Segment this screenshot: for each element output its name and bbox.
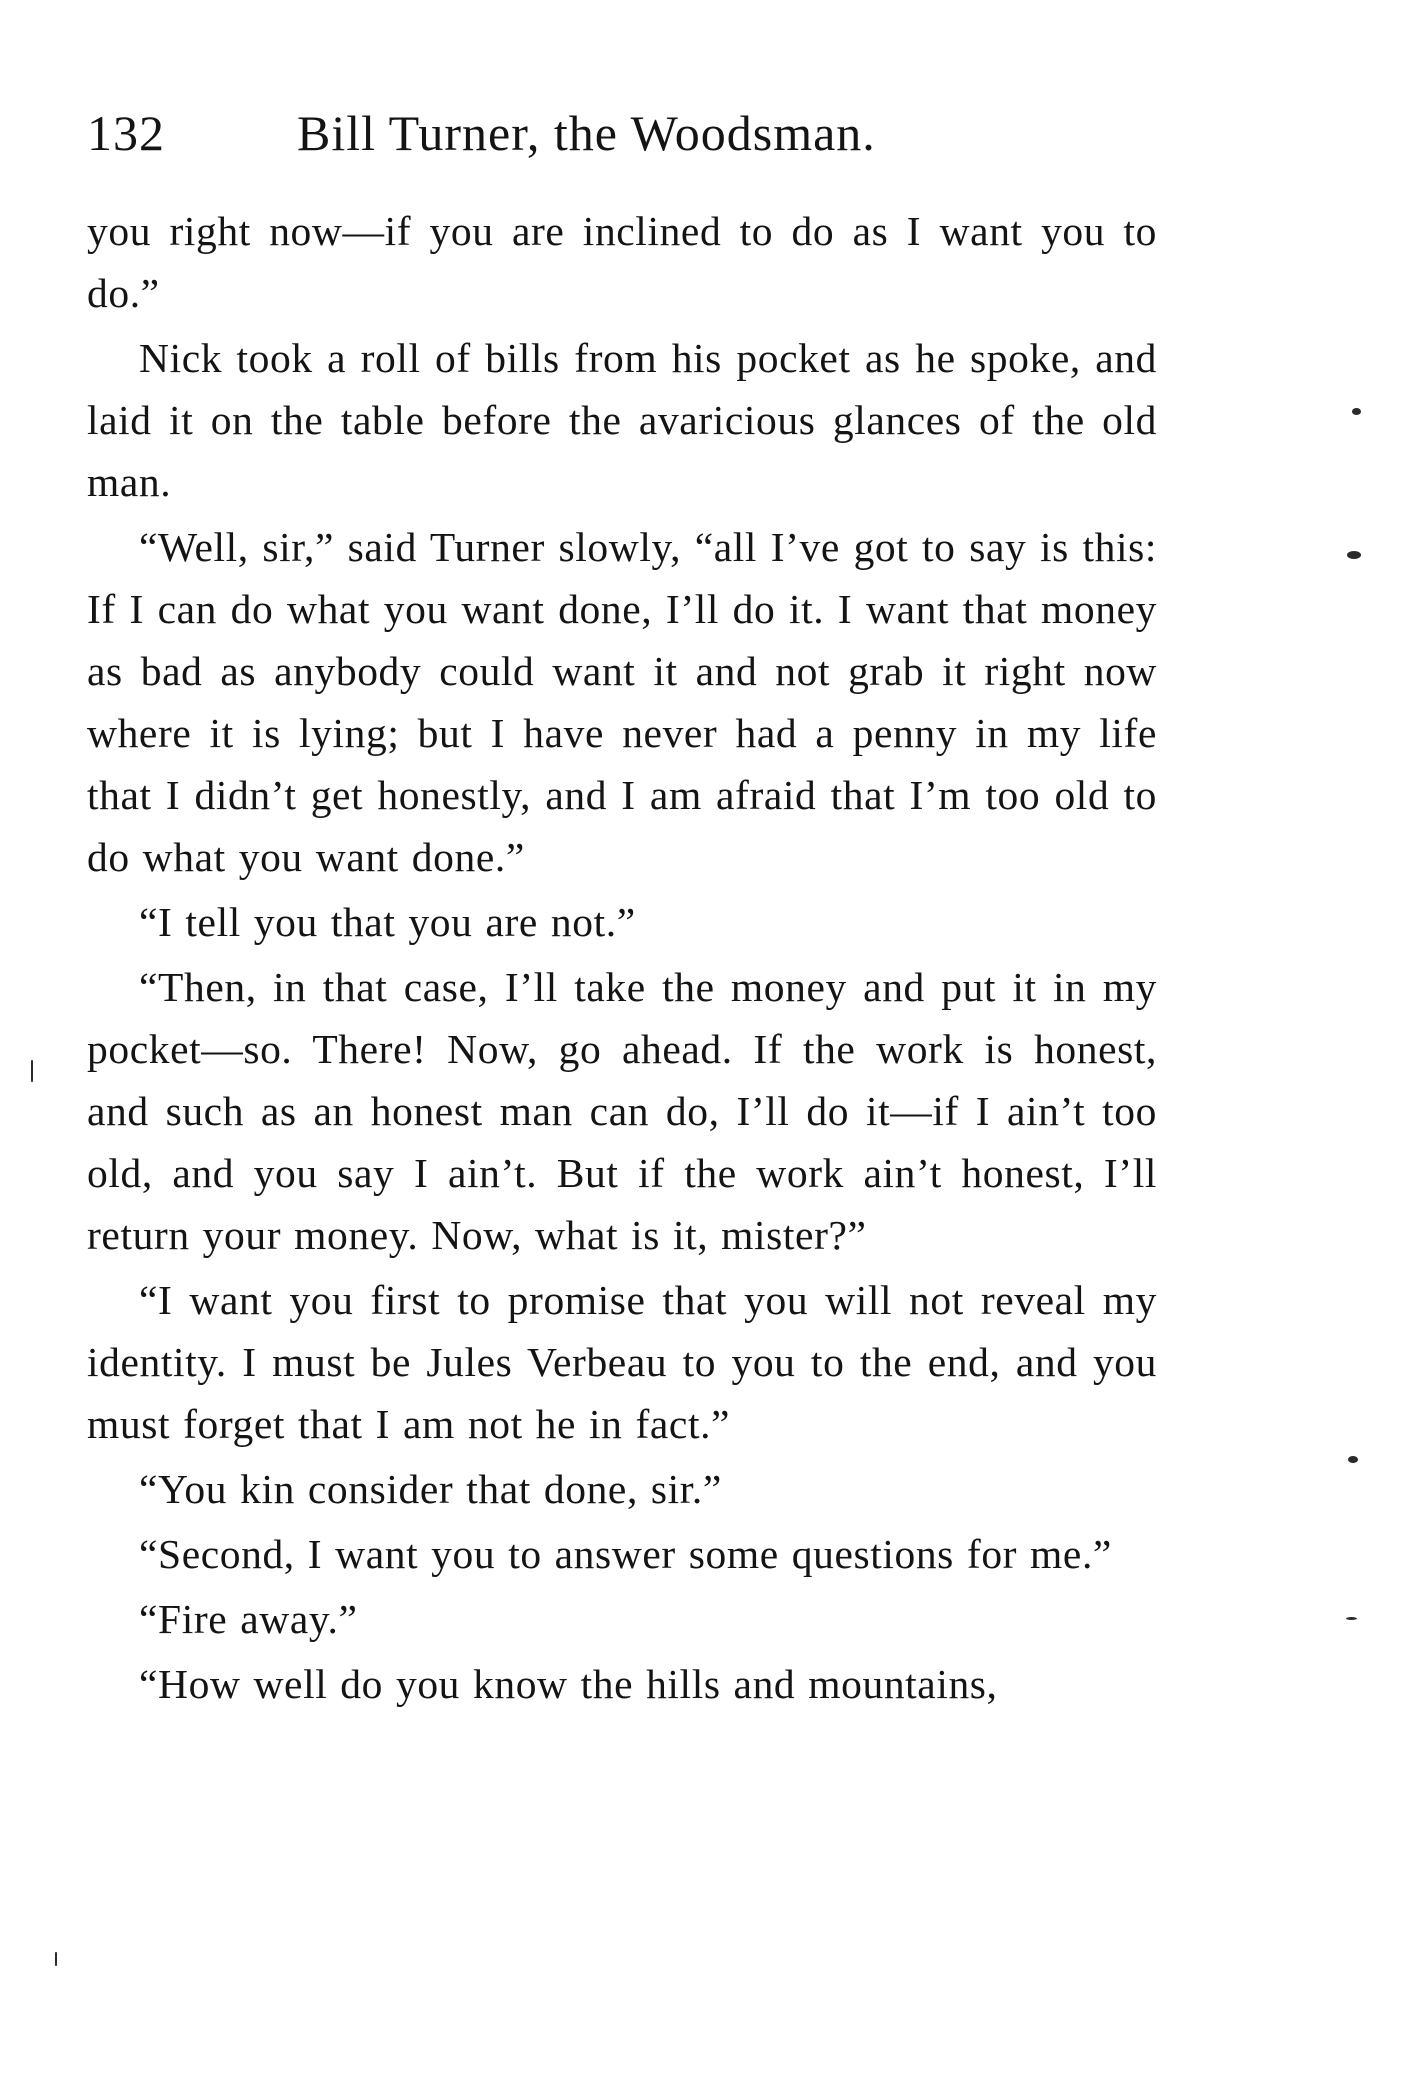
scan-speck — [1352, 408, 1361, 415]
scan-speck — [31, 1060, 33, 1082]
paragraph: “How well do you know the hills and mountains, — [139, 1661, 998, 1707]
scan-speck — [1346, 1617, 1357, 1620]
paragraph: “Well, sir,” said Turner slowly, “all I’ve got to say is this: If I can do what you want done, I’ll do it. I want that money as bad as anybody could want it and not grab it right now where it is lying; but I have never had a penny in my life that I didn’t get honestly, and I am afraid that I’m too old to do what you want done.” — [87, 524, 1157, 880]
body-text — [87, 200, 1157, 1718]
paragraph: “Second, I want you to answer some questions for me.” — [139, 1531, 1112, 1577]
paragraph: “I want you first to promise that you will not reveal my identity. I must be Jules Verbeau to you to the end, and you must forget that I am not he in fact.” — [87, 1277, 1157, 1447]
scan-speck — [55, 1952, 57, 1966]
paragraph: “Fire away.” — [139, 1596, 358, 1642]
paragraph: Nick took a roll of bills from his pocket as he spoke, and laid it on the table before the avaricious glances of the old man. — [87, 335, 1157, 505]
scan-speck — [1347, 551, 1361, 559]
paragraph: you right now—if you are inclined to do as I want you to do.” — [87, 208, 1157, 316]
page-number: 132 — [87, 105, 165, 161]
running-title: Bill Turner, the Woodsman. — [297, 105, 876, 161]
paragraph: “Then, in that case, I’ll take the money and put it in my pocket—so. There! Now, go ahead. If the work is honest, and such as an honest man can do, I’ll do it—if I ain’t too old, and you say I ain’t. But if the work ain’t honest, I’ll return your money. Now, what is it, mister?” — [87, 964, 1157, 1258]
page-header — [87, 98, 1167, 168]
paragraph: “I tell you that you are not.” — [139, 899, 636, 945]
scan-speck — [1348, 1456, 1358, 1463]
paragraph: “You kin consider that done, sir.” — [139, 1466, 722, 1512]
